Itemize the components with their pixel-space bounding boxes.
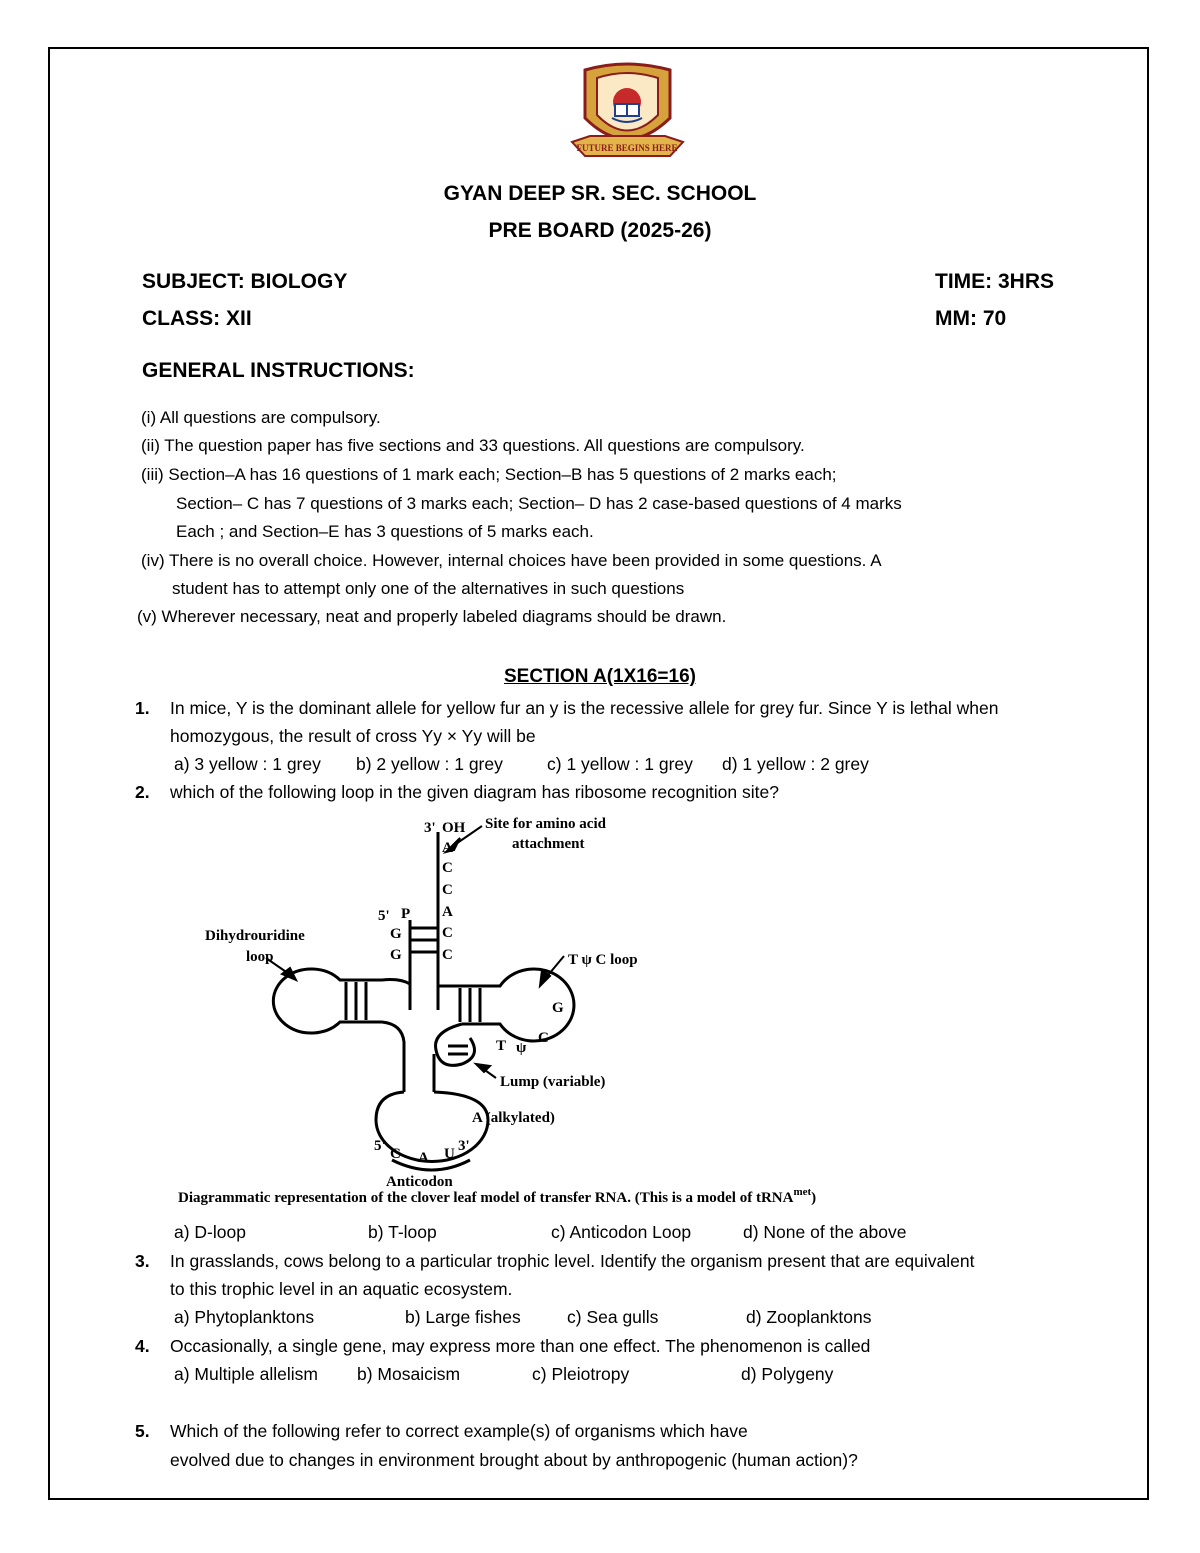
g-label: G — [552, 1000, 564, 1016]
lump-label: Lump (variable) — [500, 1074, 606, 1090]
diagram-caption: Diagrammatic representation of the clover leaf model of transfer RNA. (This is a model of tRNA$^{met}$) — [178, 1186, 817, 1206]
three-prime-label: 3' — [424, 820, 436, 836]
class-label: CLASS: XII — [142, 307, 252, 330]
question-number: 3. — [135, 1251, 150, 1271]
site-label: Site for amino acid — [485, 816, 606, 832]
question-text: Occasionally, a single gene, may express more than one effect. The phenomenon is called — [170, 1336, 871, 1356]
option-a: a) 3 yellow : 1 grey — [174, 754, 321, 774]
instruction-line: (v) Wherever necessary, neat and properly labeled diagrams should be drawn. — [137, 607, 727, 626]
option-b: b) Large fishes — [405, 1307, 521, 1327]
question-text: homozygous, the result of cross Yy × Yy will be — [170, 726, 536, 746]
question-text: evolved due to changes in environment brought about by anthropogenic (human action)? — [170, 1450, 858, 1470]
anticodon-5-label: 5' — [374, 1138, 386, 1154]
t-label: T — [496, 1038, 507, 1054]
question-number: 5. — [135, 1421, 150, 1441]
option-a: a) Multiple allelism — [174, 1364, 318, 1384]
option-c: c) Sea gulls — [567, 1307, 659, 1327]
question-text: which of the following loop in the given diagram has ribosome recognition site? — [170, 782, 779, 802]
psi-label: ψ — [516, 1040, 527, 1056]
instruction-line: (i) All questions are compulsory. — [141, 408, 381, 427]
acceptor-base: A — [442, 840, 453, 856]
g-base: G — [390, 947, 402, 963]
option-b: b) T-loop — [368, 1222, 437, 1242]
question-number: 1. — [135, 698, 150, 718]
question-text: to this trophic level in an aquatic ecosystem. — [170, 1279, 513, 1299]
oh-label: OH — [442, 820, 466, 836]
anticodon-3-label: 3' — [458, 1138, 470, 1154]
option-c: c) Pleiotropy — [532, 1364, 630, 1384]
instruction-line: (ii) The question paper has five sections and 33 questions. All questions are compulsory. — [141, 436, 805, 455]
option-c: c) 1 yellow : 1 grey — [547, 754, 693, 774]
c-label: C — [538, 1030, 549, 1046]
instruction-line: (iv) There is no overall choice. However, internal choices have been provided in some questions. A — [141, 551, 882, 570]
instruction-line: (iii) Section–A has 16 questions of 1 mark each; Section–B has 5 questions of 2 marks each; — [141, 465, 837, 484]
acceptor-base: C — [442, 947, 453, 963]
option-d: d) 1 yellow : 2 grey — [722, 754, 869, 774]
marks-label: MM: 70 — [935, 307, 1007, 330]
d-loop-label: loop — [246, 949, 274, 965]
anticodon-label: Anticodon — [386, 1174, 453, 1190]
five-prime-label: 5' — [378, 908, 390, 924]
anticodon-base: C — [390, 1146, 401, 1162]
anticodon-base: A — [418, 1150, 429, 1166]
acceptor-base: C — [442, 860, 453, 876]
question-text: Which of the following refer to correct example(s) of organisms which have — [170, 1421, 748, 1441]
question-number: 4. — [135, 1336, 150, 1356]
question-number: 2. — [135, 782, 150, 802]
d-loop-label: Dihydrouridine — [205, 928, 305, 944]
g-base: G — [390, 926, 402, 942]
school-logo — [560, 60, 695, 172]
alkylated-label: A (alkylated) — [472, 1110, 555, 1126]
t-loop-label: T ψ C loop — [568, 952, 638, 968]
school-name: GYAN DEEP SR. SEC. SCHOOL — [443, 182, 757, 205]
instruction-line: student has to attempt only one of the alternatives in such questions — [172, 579, 685, 598]
option-d: d) Polygeny — [741, 1364, 834, 1384]
question-text: In mice, Y is the dominant allele for yellow fur an y is the recessive allele for grey fur. Since Y is lethal when — [170, 698, 999, 718]
option-a: a) D-loop — [174, 1222, 246, 1242]
option-d: d) Zooplanktons — [746, 1307, 872, 1327]
p-label: P — [401, 906, 411, 922]
acceptor-base: C — [442, 925, 453, 941]
option-d: d) None of the above — [743, 1222, 907, 1242]
anticodon-base: U — [444, 1146, 455, 1162]
time-label: TIME: 3HRS — [935, 270, 1055, 293]
instruction-line: Each ; and Section–E has 3 questions of 5 marks each. — [176, 522, 594, 541]
option-b: b) Mosaicism — [357, 1364, 461, 1384]
acceptor-base: A — [442, 904, 453, 920]
site-label: attachment — [512, 836, 585, 852]
option-c: c) Anticodon Loop — [551, 1222, 692, 1242]
instruction-line: Section– C has 7 questions of 3 marks each; Section– D has 2 case-based questions of 4 marks — [176, 494, 902, 513]
acceptor-base: C — [442, 882, 453, 898]
section-a-title: SECTION A(1X16=16) — [503, 666, 696, 687]
exam-title: PRE BOARD (2025-26) — [488, 219, 712, 242]
option-b: b) 2 yellow : 1 grey — [356, 754, 503, 774]
trna-diagram — [170, 810, 950, 1215]
question-text: In grasslands, cows belong to a particular trophic level. Identify the organism present that are equivalent — [170, 1251, 975, 1271]
subject-label: SUBJECT: BIOLOGY — [142, 270, 348, 293]
logo-motto: FUTURE BEGINS HERE — [576, 143, 678, 153]
option-a: a) Phytoplanktons — [174, 1307, 315, 1327]
instructions-heading: GENERAL INSTRUCTIONS: — [142, 359, 415, 382]
